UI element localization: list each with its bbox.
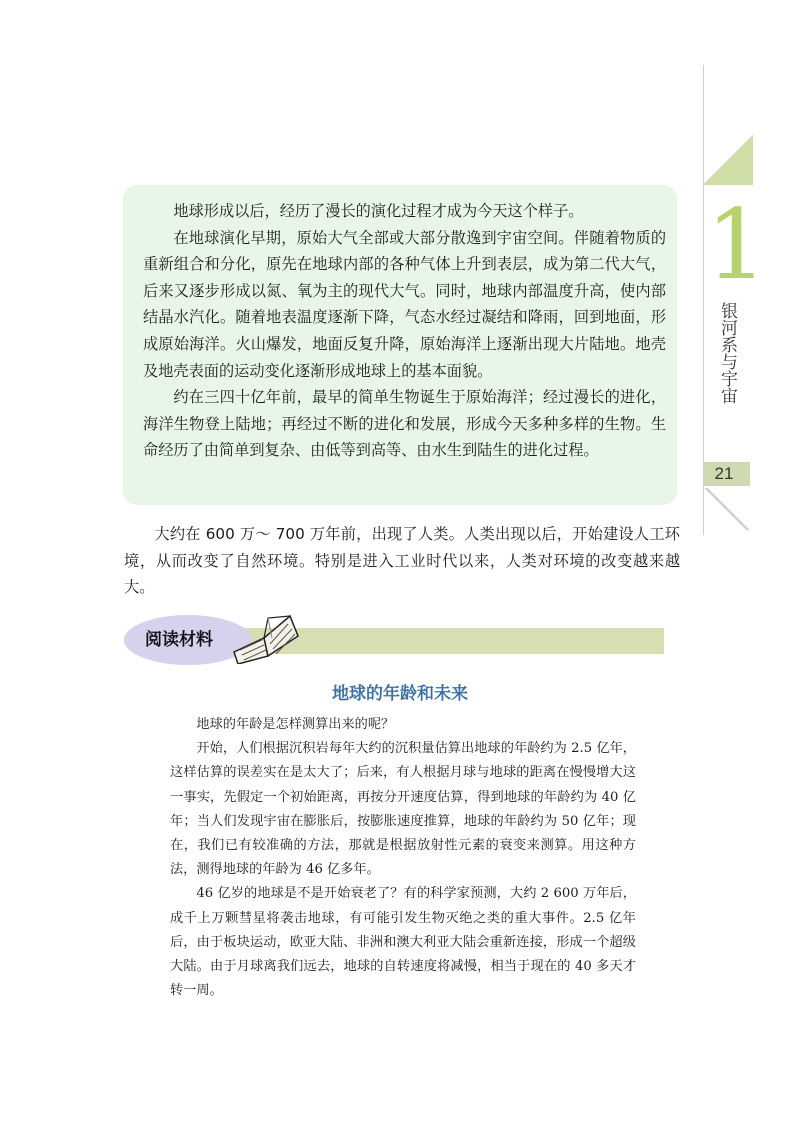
summary-paragraph-1: 地球形成以后，经历了漫长的演化过程才成为今天这个样子。 bbox=[173, 202, 584, 220]
reading-label: 阅读材料 bbox=[145, 630, 213, 650]
page-number: 21 bbox=[714, 464, 734, 483]
reading-title: 地球的年龄和未来 bbox=[332, 684, 468, 704]
chapter-number: 1 bbox=[706, 189, 768, 301]
body-paragraph: 大约在 600 万～ 700 万年前，出现了人类。人类出现以后，开始建设人工环境，从而改变了自然环境。特别是进入工业时代以来，人类对环境的改变越来越大。 bbox=[124, 525, 680, 597]
reading-paragraph-3: 46 亿岁的地球是不是开始衰老了？有的科学家预测，大约 2 600 万年后，成千上万颗彗星将袭击地球，有可能引发生物灭绝之类的重大事件。2.5 亿年后，由于板块运动，欧亚大陆、非洲和澳大利亚大陆会重新连接，形成一个超级大陆。由于月球离我们远去，地球的自转速度将减慢，相当于现在的 40 多天才转一周。 bbox=[170, 886, 636, 999]
tab-diagonal-decoration bbox=[703, 488, 751, 530]
reading-paragraph-2: 开始，人们根据沉积岩每年大约的沉积量估算出地球的年龄约为 2.5 亿年，这样估算的误差实在是太大了；后来，有人根据月球与地球的距离在慢慢增大这一事实，先假定一个初始距离，再按分开速度估算，得到地球的年龄约为 40 亿年；当人们发现宇宙在膨胀后，按膨胀速度推算，地球的年龄约为 50 亿年；现在，我们已有较准确的方法，那就是根据放射性元素的衰变来测算。用这种方法，测得地球的年龄为 46 亿多年。 bbox=[170, 741, 636, 878]
chapter-corner-decoration bbox=[703, 135, 753, 185]
summary-paragraph-2: 在地球演化早期，原始大气全部或大部分散逸到宇宙空间。伴随着物质的重新组合和分化，原先在地球内部的各种气体上升到表层，成为第二代大气，后来又逐步形成以氮、氧为主的现代大气。同时，地球内部温度升高，使内部结晶水汽化。随着地表温度逐渐下降，气态水经过凝结和降雨，回到地面，形成原始海洋。火山爆发，地面反复升降，原始海洋上逐渐出现大片陆地。地壳及地壳表面的运动变化逐渐形成地球上的基本面貌。 bbox=[143, 228, 666, 380]
reading-paragraph-1: 地球的年龄是怎样测算出来的呢？ bbox=[196, 717, 395, 732]
open-book-icon bbox=[228, 608, 308, 664]
chapter-title: 银河系与宇宙 bbox=[717, 302, 737, 404]
summary-box bbox=[123, 185, 677, 505]
summary-paragraph-3: 约在三四十亿年前，最早的简单生物诞生于原始海洋；经过漫长的进化，海洋生物登上陆地；再经过不断的进化和发展，形成今天多种多样的生物。生命经历了由简单到复杂、由低等到高等、由水生到陆生的进化过程。 bbox=[143, 388, 666, 460]
reading-body bbox=[170, 713, 636, 1003]
